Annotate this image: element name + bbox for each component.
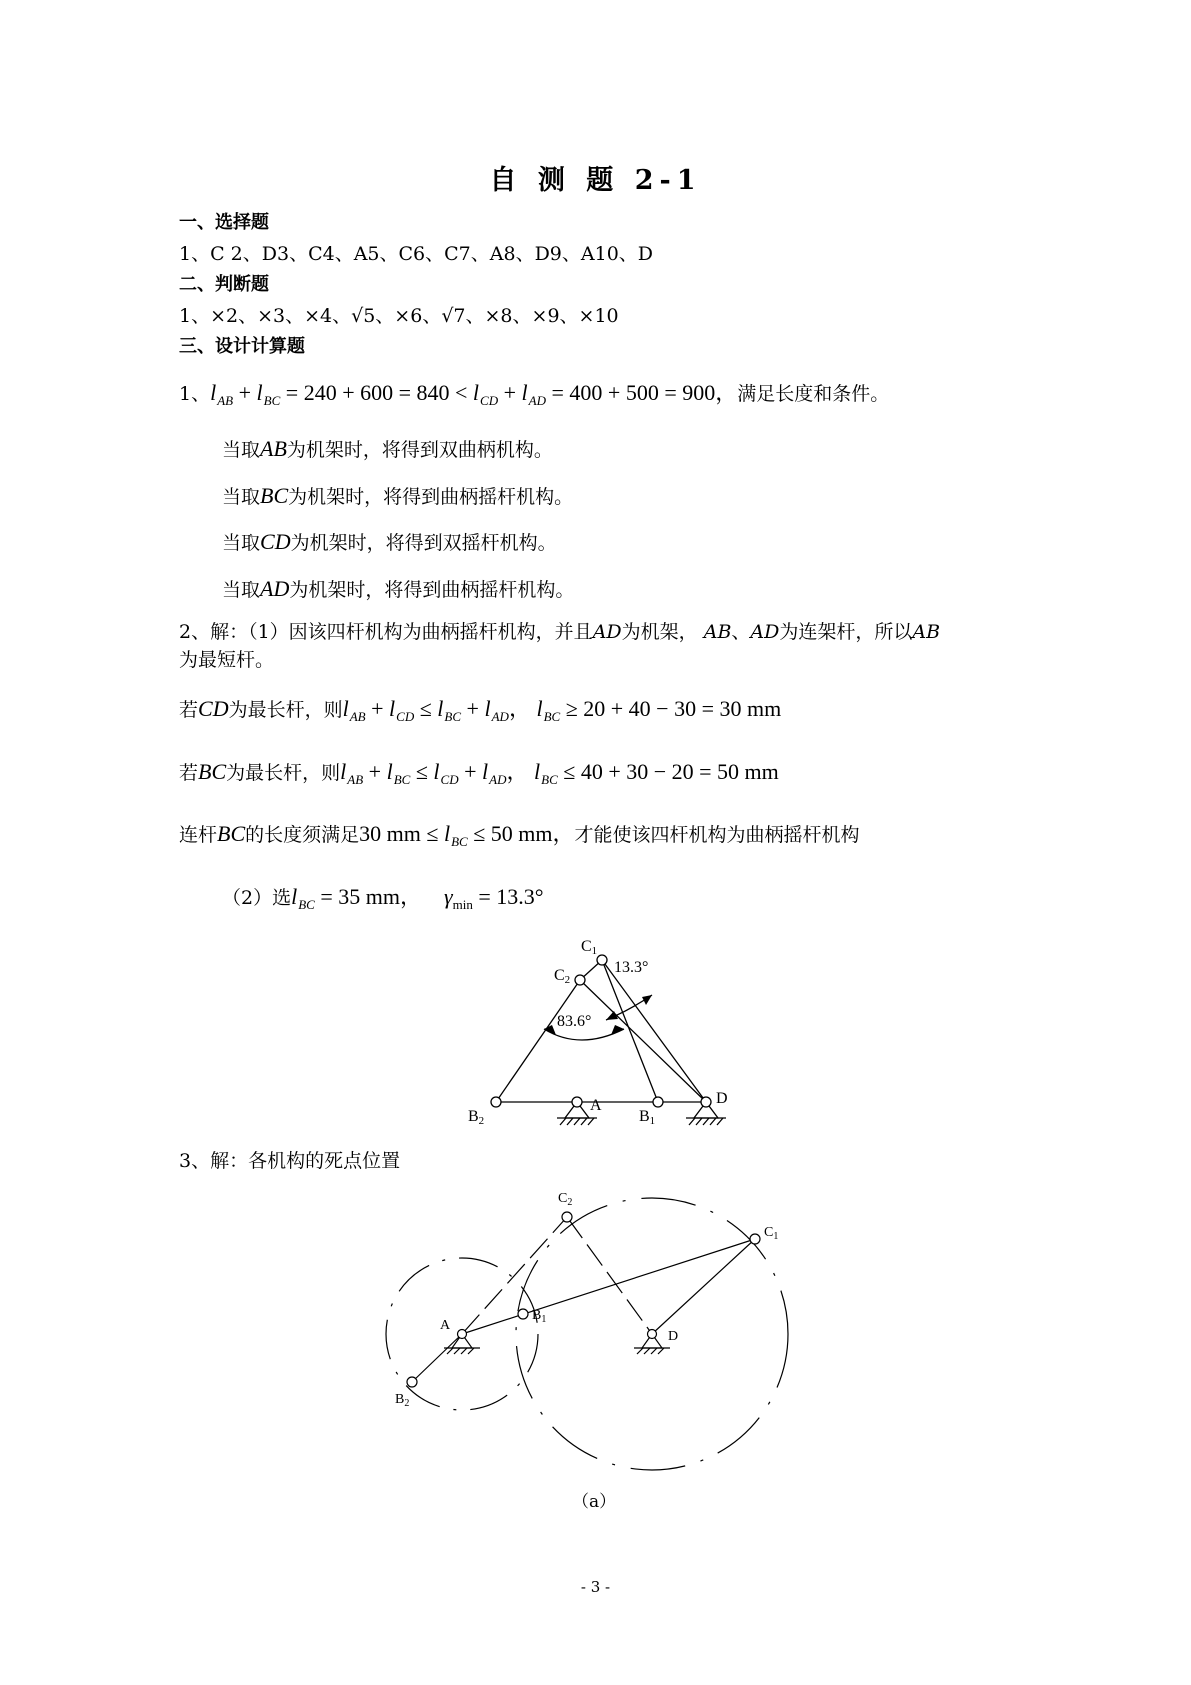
section-heading-choice: 一、选择题 bbox=[179, 212, 269, 233]
figure-linkage-2 bbox=[380, 1180, 800, 1480]
q1-case-ab: 当取AB为机架时，将得到双曲柄机构。 bbox=[222, 436, 553, 461]
joint-c2 bbox=[562, 1212, 572, 1222]
link-c1-d bbox=[652, 1239, 755, 1334]
q2-intro: 2、解：（1）因该四杆机构为曲柄摇杆机构，并且AD为机架， AB、AD为连架杆，所以AB bbox=[179, 621, 941, 643]
q1-case-cd: 当取CD为机架时，将得到双摇杆机构。 bbox=[222, 529, 557, 554]
joint-c1 bbox=[750, 1234, 760, 1244]
link-b2-c2 bbox=[496, 980, 580, 1102]
page-number: - 3 - bbox=[580, 1578, 611, 1596]
arrowhead bbox=[606, 1011, 618, 1020]
joint-b2 bbox=[407, 1377, 417, 1387]
link-c2-d bbox=[567, 1217, 652, 1334]
link-c1-b1 bbox=[602, 960, 658, 1102]
label-c1: $C_1$ bbox=[764, 1225, 779, 1242]
joint-b1 bbox=[653, 1097, 663, 1107]
figure-caption: （a） bbox=[572, 1492, 617, 1512]
label-b2: B2 bbox=[468, 1108, 485, 1127]
q1-equation-a: = 240 + 600 = 840 < bbox=[285, 380, 468, 405]
label-c2: $C_2$ bbox=[558, 1191, 573, 1208]
label-a: A bbox=[590, 1097, 602, 1114]
label-c1: C1 bbox=[581, 938, 598, 957]
joint-b2 bbox=[491, 1097, 501, 1107]
label-d: D bbox=[668, 1329, 679, 1344]
judgement-answers: 1、×2、×3、×4、√5、×6、√7、×8、×9、×10 bbox=[179, 305, 619, 327]
q1-equation: 1、$l_{AB} + l_{BC} = 240 + 600 = 840 < l_{CD} + l_{AD} = 400 + 500 = 900$，满足长度和条件。 bbox=[179, 380, 890, 408]
q2-conclusion: 连杆BC的长度须满足30 mm ≤ $l_{BC} \le 50$ mm，才能使该四杆机构为曲柄摇杆机构 bbox=[179, 821, 860, 849]
link-a-b2 bbox=[412, 1334, 462, 1382]
q2-case-bc: 若BC为最长杆，则$l_{AB} + l_{BC} \le l_{CD} + l_{AD}$， $l_{BC} \le 40 + 30 - 20 = 50$ mm bbox=[179, 759, 779, 787]
q2-part2: （2）选$l_{BC} = 35$ mm， $\gamma_{min} = 13.3^\circ$ bbox=[222, 884, 544, 912]
choice-answers: 1、C 2、D3、C4、A5、C6、C7、A8、D9、A10、D bbox=[179, 243, 654, 265]
joint-c2 bbox=[575, 975, 585, 985]
label-c2: C2 bbox=[554, 967, 571, 986]
figure-linkage-1 bbox=[440, 925, 760, 1135]
label-b1: $B_1$ bbox=[532, 1308, 547, 1325]
pivot-d bbox=[634, 1330, 670, 1355]
q2-intro-cont: 为最短杆。 bbox=[179, 649, 275, 671]
q1-prefix: 1、 bbox=[179, 383, 211, 405]
pivot-a bbox=[444, 1330, 480, 1355]
page-title: 自 测 题 2-1 bbox=[489, 165, 702, 196]
label-b2: $B_2$ bbox=[395, 1392, 410, 1409]
q3-heading: 3、解：各机构的死点位置 bbox=[179, 1150, 401, 1172]
q1-conclusion: 满足长度和条件。 bbox=[737, 383, 890, 405]
arrowhead bbox=[642, 995, 652, 1005]
section-heading-design: 三、设计计算题 bbox=[179, 336, 305, 357]
joint-c1 bbox=[597, 955, 607, 965]
joint-b1 bbox=[518, 1309, 528, 1319]
label-d: D bbox=[716, 1090, 728, 1107]
link-a-c1 bbox=[462, 1239, 755, 1334]
q2-case-cd: 若CD为最长杆，则$l_{AB} + l_{CD} \le l_{BC} + l_{AD}$， $l_{BC} \ge 20 + 40 - 30 = 30$ mm bbox=[179, 696, 782, 724]
label-a: A bbox=[440, 1318, 451, 1333]
angle-label-large: 83.6° bbox=[557, 1013, 592, 1030]
q1-case-bc: 当取BC为机架时，将得到曲柄摇杆机构。 bbox=[222, 483, 574, 508]
q1-equation-b: = 400 + 500 = 900， bbox=[551, 380, 738, 405]
angle-label-small: 13.3° bbox=[614, 959, 649, 976]
section-heading-judgement: 二、判断题 bbox=[179, 274, 269, 295]
q1-case-ad: 当取AD为机架时，将得到曲柄摇杆机构。 bbox=[222, 576, 575, 601]
label-b1: B1 bbox=[639, 1108, 656, 1127]
